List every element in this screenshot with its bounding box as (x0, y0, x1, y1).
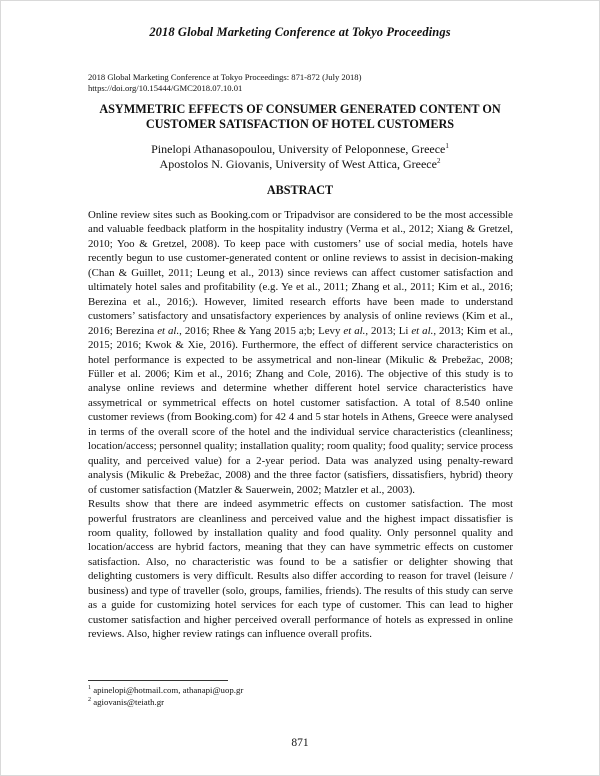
footnote-mark: 1 (445, 142, 449, 150)
abstract-body (88, 208, 513, 642)
title-line: CUSTOMER SATISFACTION OF HOTEL CUSTOMERS (145, 117, 455, 131)
footnote (88, 684, 508, 696)
page-number: 871 (291, 737, 309, 749)
abstract-text: , 2016; Rhee & Yang 2015 a;b; Levy (179, 324, 344, 337)
author-affiliation: Apostolos N. Giovanis, University of West Attica, Greece (159, 156, 437, 171)
abstract-paragraph (88, 208, 513, 497)
paper-title (60, 102, 540, 132)
citation (88, 72, 518, 94)
footnote-mark: 2 (88, 697, 91, 703)
abstract-text: , 2013; Li (365, 324, 412, 337)
footnote-mark: 2 (436, 156, 441, 165)
abstract-text: Online review sites such as Booking.com or Tripadvisor are considered to be the most accessible and valuable feedback platform in the hospitality industry (Verma et al., 2012; Xiang & Gretzel, 2010; Yoo & Gretzel, 2008). To keep pace with customers’ use of social media, hotels have recently begun to use customer-generated content or online reviews to assist in decision-making (Chan & Guillet, 2011; Leung et al., 2013) since reviews can affect customer satisfaction and ultimately hotel sales and profitability (e.g. Ye et al., 2011; Zhang et al., 2011; Kim et al., 2016; Berezina et al., 2016;). However, limited research efforts have been made to understand customers’ satisfactory and unsatisfactory experiences by analysis of online reviews (Kim et al., 2016; Berezina (88, 209, 513, 337)
abstract-heading: ABSTRACT (266, 183, 334, 197)
footnote (88, 696, 508, 708)
running-header: 2018 Global Marketing Conference at Tokyo Proceedings (149, 25, 451, 39)
footnotes (88, 684, 508, 708)
footnote-mark: 1 (88, 685, 91, 691)
author-list (60, 142, 540, 171)
abstract-text: , 2013; Kim et al., 2015; 2016; Kwok & Xie, 2016). Furthermore, the effect of different service characteristics on hotel performance is expected to be assymetrical and non-linear (Mikulic & Prebežac, 2008; Füller et al. 2006; Kim et al., 2016; Zhang and Cole, 2016). The objective of this study is to analyse online reviews and determine whether different hotel service characteristics have assymetrical or symmetrical effects on hotel customer satisfaction. A total of 8.540 online customer reviews (from Booking.com) for 42 4 and 5 star hotels in Athens, Greece were analysed in terms of the overall score of the hotel and the individual service characteristics (cleanliness; location/access; personnel quality; installation quality; room quality; food quality; service process quality, and perceived value) for a 2-year period. Data was analyzed using penalty-reward analysis (Mikulic & Prebežac, 2008) and the three factor (satisfiers, dissatisfiers, hybrid) theory of customer satisfaction (Matzler & Sauerwein, 2002; Matzler et al., 2003). (88, 324, 514, 496)
abstract-text-italic: et al. (157, 324, 180, 337)
author-affiliation: Pinelopi Athanasopoulou, University of Peloponnese, Greece (151, 142, 446, 156)
footnote-rule (88, 680, 228, 681)
title-line: ASYMMETRIC EFFECTS OF CONSUMER GENERATED CONTENT ON (99, 102, 501, 116)
author (60, 142, 540, 157)
abstract-text-italic: et al. (343, 324, 366, 337)
doi-link[interactable]: https://doi.org/10.15444/GMC2018.07.10.01 (88, 83, 243, 93)
footnote-email[interactable]: agiovanis@teiath.gr (93, 697, 165, 707)
author (60, 157, 540, 172)
footnote-email[interactable]: apinelopi@hotmail.com, athanapi@uop.gr (93, 685, 244, 695)
abstract-paragraph: Results show that there are indeed asymmetric effects on customer satisfaction. The most powerful frustrators are cleanliness and perceived value and the highest impact dissatisfier is room quality, followed by installation quality and food quality. Only personnel quality and location/access are hybrid factors, meaning that they can have symmetric effects on customer satisfaction. Also, no characteristic was found to be a satisfier or delighter showing that delighting customers is very difficult. Results also differ according to reason for travel (leisure / business) and type of traveller (solo, groups, families, friends). The results of this study can serve as a guide for customizing hotel services for each type of customer. This can lead to higher customer satisfaction and higher perceived overall performance of hotels as expressed in online reviews. Also, higher review ratings can influence overall profits. (88, 498, 513, 641)
abstract-text-italic: et al. (411, 324, 434, 337)
citation-line: 2018 Global Marketing Conference at Tokyo Proceedings: 871-872 (July 2018) (88, 72, 362, 82)
